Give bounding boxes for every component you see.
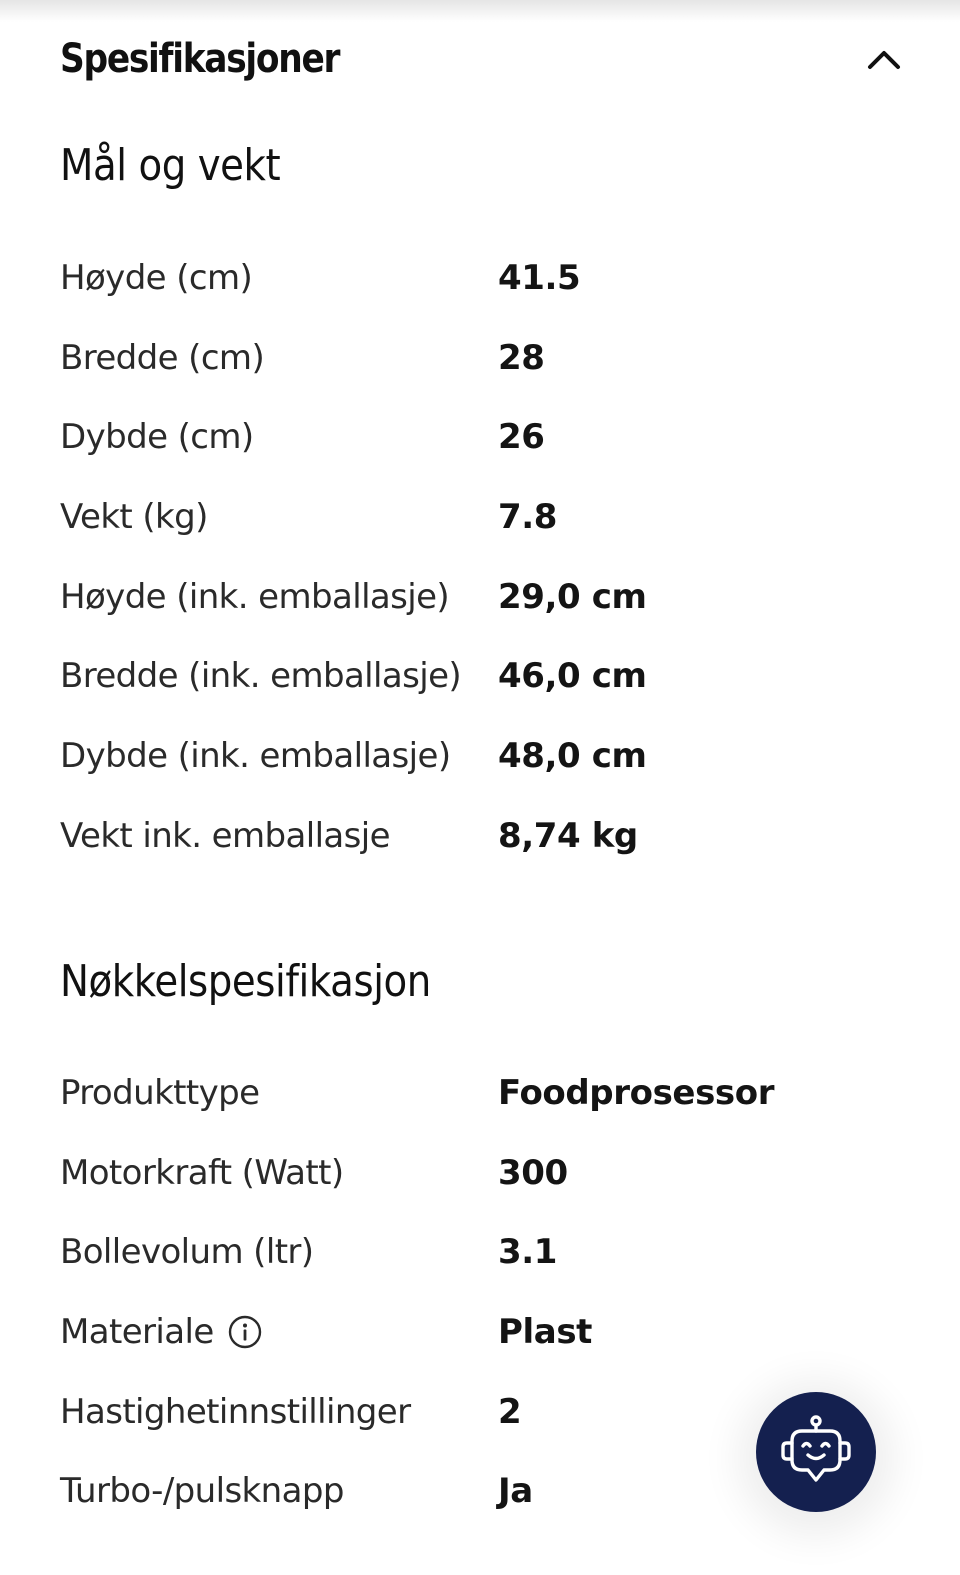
spec-row bbox=[60, 636, 900, 716]
top-edge-shadow bbox=[0, 0, 960, 22]
spec-label: Turbo-/pulsknapp bbox=[60, 1471, 344, 1512]
spec-label: Produkttype bbox=[60, 1072, 260, 1113]
specifications-title: Spesifikasjoner bbox=[60, 36, 340, 82]
spec-row bbox=[60, 477, 900, 557]
spec-label: Høyde (ink. emballasje) bbox=[60, 576, 450, 617]
spec-value: 300 bbox=[498, 1152, 568, 1193]
spec-value: 2 bbox=[498, 1391, 522, 1432]
spec-label: Vekt (kg) bbox=[60, 496, 208, 537]
spec-value: 8,74 kg bbox=[498, 815, 638, 856]
dimensions-weight-list bbox=[60, 238, 900, 876]
spec-label: Bredde (ink. emballasje) bbox=[60, 656, 462, 697]
spec-value: Plast bbox=[498, 1311, 593, 1352]
spec-label: Vekt ink. emballasje bbox=[60, 815, 390, 856]
spec-value: 26 bbox=[498, 417, 545, 458]
spec-row bbox=[60, 1053, 900, 1133]
spec-label-with-info bbox=[60, 1312, 498, 1352]
chatbot-icon bbox=[774, 1410, 858, 1494]
spec-label: Bredde (cm) bbox=[60, 337, 265, 378]
spec-row bbox=[60, 238, 900, 318]
collapse-button[interactable] bbox=[860, 35, 908, 83]
spec-label: Motorkraft (Watt) bbox=[60, 1152, 344, 1193]
spec-row bbox=[60, 557, 900, 637]
spec-value: 7.8 bbox=[498, 496, 558, 537]
spec-row bbox=[60, 796, 900, 876]
spec-value: 46,0 cm bbox=[498, 656, 647, 697]
spec-value: 3.1 bbox=[498, 1232, 558, 1273]
spec-value: 29,0 cm bbox=[498, 576, 647, 617]
spec-value: Foodprosessor bbox=[498, 1072, 775, 1113]
spec-label: Dybde (cm) bbox=[60, 417, 254, 458]
chevron-up-icon bbox=[867, 48, 901, 70]
spec-label: Høyde (cm) bbox=[60, 257, 253, 298]
spec-label: Materiale bbox=[60, 1311, 214, 1352]
spec-label: Bollevolum (ltr) bbox=[60, 1232, 314, 1273]
chat-assistant-button[interactable] bbox=[756, 1392, 876, 1512]
spec-row bbox=[60, 716, 900, 796]
section-title-dimensions-weight: Mål og vekt bbox=[60, 140, 281, 191]
section-title-key-specifications: Nøkkelspesifikasjon bbox=[60, 956, 431, 1007]
spec-row bbox=[60, 397, 900, 477]
info-icon[interactable] bbox=[228, 1315, 262, 1349]
spec-label: Dybde (ink. emballasje) bbox=[60, 735, 451, 776]
spec-value: 41.5 bbox=[498, 257, 581, 298]
specifications-header[interactable] bbox=[60, 24, 900, 94]
spec-row bbox=[60, 1212, 900, 1292]
spec-row bbox=[60, 1292, 900, 1372]
spec-label: Hastighetinnstillinger bbox=[60, 1391, 411, 1432]
spec-value: 28 bbox=[498, 337, 545, 378]
spec-row bbox=[60, 318, 900, 398]
spec-value: Ja bbox=[498, 1471, 533, 1512]
spec-row bbox=[60, 1133, 900, 1213]
spec-value: 48,0 cm bbox=[498, 735, 647, 776]
